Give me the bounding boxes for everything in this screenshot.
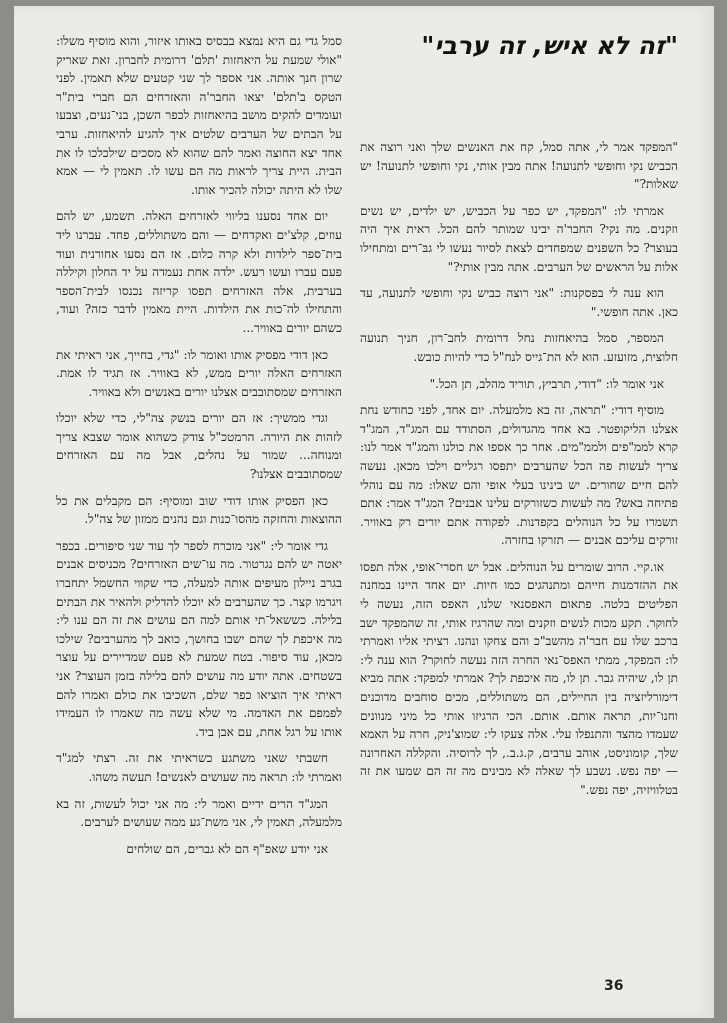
paragraph: "המפקד אמר לי, אתה סמל, קח את האנשים שלך ואני רוצה את הכביש נקי וחופשי לתנועה! אתה מבין אותי, נקי וחופשי לתנועה! יש שאלות?" [360,140,678,192]
paragraph: אני אומר לו: "דודי, תרביץ, תוריד מהלב, תן הכל." [429,376,664,391]
paragraph: הוא ענה לי בפסקנות: "אני רוצה כביש נקי וחופשי לתנועה, עד כאן. אתה חופשי." [360,286,678,319]
left-column [56,32,342,866]
article-title: "זה לא איש, זה ערבי" [421,31,678,60]
paragraph: חשבתי שאני משתגע כשראיתי את זה. רצתי למג"ד ואמרתי לו: תראה מה שעושים לאנשים! תעשה משהו. [56,751,342,784]
paragraph: יום אחד נסענו בליווי לאזרחים האלה. תשמע, יש להם עוזים, קלצ'ים ואקדחים — והם משתוללים, פחד. עברנו ליד בית־ספר לילדות ולא קרה כלום. אז הם נסעו אחורנית ועוד פעם עברו ועשו רעש. ילדה אחת נעמדה על יד החלון וקיללה בערבית, אלה האזרחים תפסו קריזה נכנסו לבית־הספר והתחילו לה־כות את הילדות. היית מאמין לדבר כזה? ועוד, כשהם יורים באוויר... [56,209,342,335]
paragraph: כאן דודי מפסיק אותו ואומר לו: "גדי, בחייך, אני ראיתי את האזרחים האלה יורים ממש, לא באוויר. אז תגיד לו אמת. האזרחים שמסתובבים אצלנו יורים באנשים ולא באוויר. [56,347,342,399]
paragraph: המג"ד הרים ידיים ואמר לי: מה אני יכול לעשות, זה בא מלמעלה, תאמין לי, אני משת־גע ממה שעושים לערבים. [56,796,342,830]
bleed-through-text [454,76,654,89]
paragraph: או.קיי. הרוב שומרים על הנוהלים. אבל יש חסרי־אופי, אלה תפסו את ההזדמנות חייהם ומתנהגים כמו חיות. יום אחד היינו במחנה הפליטים בלטה. פתאום האפסנאי שלנו, האפס הזה, נעשה לי לחוקר. תקע מכות לנשים וזקנים ומה שהרגיז אותי, זה שהמפקד ישב ברכב שלו עם חבר'ה מהשב"כ והם צחקו ונהנו. רציתי אליו ואמרתי לו: המפקד, ממתי האפס־נאי החרה הזה נעשה לחוקר? הוא ענה לי: תן לו, שיהיה גבר. תן לו, מה איכפת לך? אמרתי למפקד: אתה מביא דימורליזציה בין החיילים, הם משתוללים, מכים סוחבים מדוכנים וחנו־יות, תראה אותם. אותם. הכי הרגיזו אותי כל מיני מנוונים שעמדו מהצד והתנפלו עלי. אלה צעקו לי: שמוצ'ניק, חרה על האמא שלך, קומוניסט, אוהב ערבים, ק.ג.ב., לך לרוסיה. והקללה האחרונה — יפה נפש. נשבע לך שאלה לא מבינים מה זה הם שמעו את זה בטלוויזיה, יפה נפש." [360,559,678,797]
right-column [360,138,678,808]
paragraph: אמרתי לו: "המפקד, יש כפר על הכביש, יש ילדים, יש נשים וזקנים. מה נקי? החבר'ה יבינו שמותר להם הכל. ראית איך היה בעוצר? כל השפנים שמפחדים לצאת לסיור נעשו לי גבּ־רים ומתחילו אלות על הראשים של הערבים. אתה מבין אותי?" [360,203,678,274]
paragraph: המספר, סמל בהיאחזות נחל דרומית לחב־רון, חניך תנועה חלוצית, מזועזע. הוא לא הת־גייס לנח"ל כדי להיות כובש. [360,331,678,364]
paragraph: אני יודע שאפ"ף הם לא גברים, הם שולחים [126,841,328,856]
paragraph: וגדי ממשיך: אז הם יורים בנשק צה"לי, כדי שלא יוכלו לזהות את היורה. הרמטכ"ל צודק כשהוא אומר שצבא צריך ומנוחה... שמור על נהלים, אבל מה עם האזרחים שמסתובבים אצלנו? [56,411,342,482]
magazine-page [14,6,714,1018]
paragraph: סמל גדי גם היא נמצא בבסיס באותו איזור, והוא מוסיף משלו: "אולי שמעת על היאחזות 'תלם' דרומית לחברון. זאת שאריק שרון חנך אותה. אני אספר לך שני קטעים שלא תאמין. לפני הטקס ב'תלם' יצאו החבר'ה והאזרחים הם חברי בית"ר ועומדים להקים מושב בהיאחזות לכפר השכן, בני־נעים, וצבעו על הבתים של הערבים שלטים איך להגיע להיאחזות. ערבי אחד יצא החוצה ואמר להם שהוא לא מסכים שילכלכו לו את הבית. היית צריך לראות מה הם עשו לו. תאמין לי — אמא שלו לא היתה יכולה להכיר אותו. [56,34,342,197]
page-number: 36 [604,978,624,994]
paragraph: מוסיף דודי: "תראה, זה בא מלמעלה. יום אחד, לפני כחודש נחת אצלנו הליקופטר. בא אחד מהגדולים, הסתודד עם המג"ד, המג"ד קרא לממ"פים ולממ"מים. אחר כך אספו את כולנו והמג"ד אמר לנו: צריך לעשות פה הכל שהערבים יתפסו רגליים וילכו מכאן. נעשה להם חיים שחורים. יש בינינו בעלי אופי והם שאלו: מה עם נוהלי פתיחה באש? מה לעשות כשזורקים עלינו אבנים? המג"ד אמר: אתם תשמרו על כל הנוהלים בקפדנות. לפקודה אתם יורים רק באוויר. זורקים עליכם אבנים — תזרקו בחזרה. [360,403,678,548]
paragraph: כאן הפסיק אותו דודי שוב ומוסיף: הם מקבלים את כל ההוצאות והחזקה מהסו־כנות וגם נהנים ממזון של צה"ל. [56,493,342,527]
paragraph: גדי אומר לי: "אני מוכרח לספר לך עוד שני סיפורים. בכפר יאטה יש להם נגרטור. מה עו־שים האזרחים? מכניסים אבנים בגרב ניילון מעיפים אותה למעלה, כדי שקווי החשמל יתחברו ויגרמו קצר. כך שהערבים לא יוכלו להדליק ולהאיר את הבתים בלילה. כששאל־תי אותם למה הם עושים את זה הם ענו לי: מה איכפת לך שהם ישבו בחושך, כואב לך מהערבים? שילכו מכאן, עוד סיפור. בטח שמעת לא פעם שמדיירים על עוצר בשטחים. אתה יודע מה עושים להם בלילה בזמן העוצר? אני ראיתי איך הוציאו כפר שלם, השכיבו את כולם ואמרו להם לפמפם את האדמה. מי שלא עשה מה שאמרו לו העמידו אותו על רגל אחת, עם אבן ביד. [56,538,342,739]
